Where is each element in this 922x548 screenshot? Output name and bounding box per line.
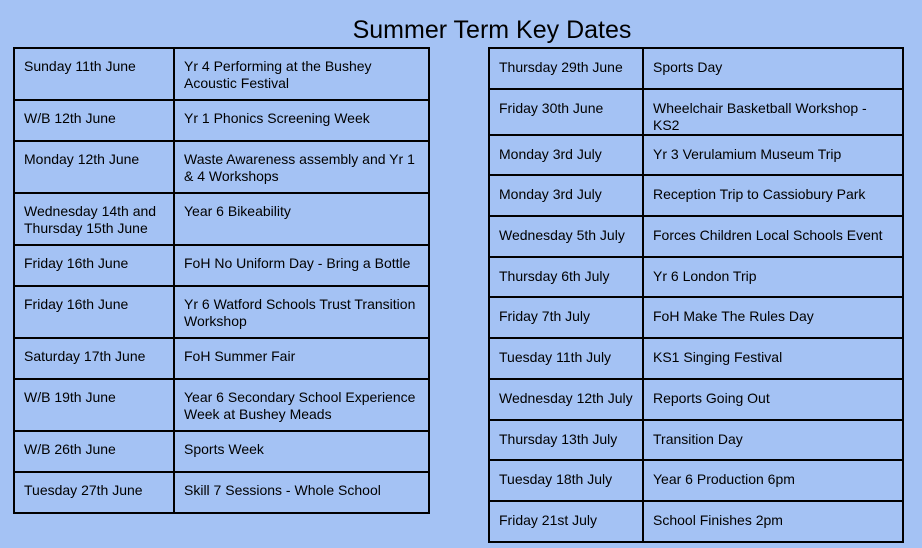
event-cell: FoH Make The Rules Day	[643, 297, 903, 338]
table-row	[14, 472, 429, 513]
date-cell: Monday 3rd July	[489, 175, 643, 216]
table-row	[489, 216, 903, 257]
event-cell: Transition Day	[643, 420, 903, 461]
key-dates-table-left	[13, 47, 430, 514]
date-cell: Friday 21st July	[489, 501, 643, 542]
event-cell: KS1 Singing Festival	[643, 338, 903, 379]
page-title: Summer Term Key Dates	[352, 16, 632, 44]
event-cell: Year 6 Production 6pm	[643, 460, 903, 501]
event-cell: Reception Trip to Cassiobury Park	[643, 175, 903, 216]
table-row	[489, 379, 903, 420]
table-row	[489, 175, 903, 216]
event-cell: Yr 4 Performing at the Bushey Acoustic Festival	[174, 48, 429, 100]
table-row	[489, 501, 903, 542]
event-cell: Sports Day	[643, 48, 903, 89]
date-cell: Friday 16th June	[14, 245, 174, 286]
date-cell: Tuesday 27th June	[14, 472, 174, 513]
event-cell: Yr 6 London Trip	[643, 257, 903, 298]
table-row	[489, 297, 903, 338]
event-cell: FoH Summer Fair	[174, 338, 429, 379]
table-row	[489, 420, 903, 461]
table-row	[14, 245, 429, 286]
event-cell: Skill 7 Sessions - Whole School	[174, 472, 429, 513]
event-cell: School Finishes 2pm	[643, 501, 903, 542]
date-cell: Monday 12th June	[14, 141, 174, 193]
date-cell: W/B 26th June	[14, 431, 174, 472]
table-row	[14, 338, 429, 379]
date-cell: Monday 3rd July	[489, 135, 643, 176]
date-cell: Wednesday 14th and Thursday 15th June	[14, 193, 174, 245]
table-row	[489, 89, 903, 135]
table-row	[14, 48, 429, 100]
event-cell: Reports Going Out	[643, 379, 903, 420]
table-row	[14, 286, 429, 338]
table-row	[14, 100, 429, 141]
table-row	[14, 431, 429, 472]
date-cell: Thursday 13th July	[489, 420, 643, 461]
event-cell: Sports Week	[174, 431, 429, 472]
event-cell: FoH No Uniform Day - Bring a Bottle	[174, 245, 429, 286]
date-cell: Thursday 6th July	[489, 257, 643, 298]
date-cell: Friday 7th July	[489, 297, 643, 338]
date-cell: Wednesday 5th July	[489, 216, 643, 257]
event-cell: Forces Children Local Schools Event	[643, 216, 903, 257]
event-cell: Yr 3 Verulamium Museum Trip	[643, 135, 903, 176]
date-cell: W/B 19th June	[14, 379, 174, 431]
date-cell: Wednesday 12th July	[489, 379, 643, 420]
table-row	[14, 379, 429, 431]
date-cell: Friday 30th June	[489, 89, 643, 135]
table-row	[489, 48, 903, 89]
date-cell: Tuesday 11th July	[489, 338, 643, 379]
table-row	[14, 141, 429, 193]
event-cell: Wheelchair Basketball Workshop - KS2	[643, 89, 903, 135]
date-cell: Saturday 17th June	[14, 338, 174, 379]
table-row	[489, 460, 903, 501]
event-cell: Yr 6 Watford Schools Trust Transition Workshop	[174, 286, 429, 338]
date-cell: Tuesday 18th July	[489, 460, 643, 501]
event-cell: Yr 1 Phonics Screening Week	[174, 100, 429, 141]
date-cell: Friday 16th June	[14, 286, 174, 338]
date-cell: W/B 12th June	[14, 100, 174, 141]
table-row	[489, 135, 903, 176]
event-cell: Waste Awareness assembly and Yr 1 & 4 Workshops	[174, 141, 429, 193]
event-cell: Year 6 Secondary School Experience Week at Bushey Meads	[174, 379, 429, 431]
date-cell: Thursday 29th June	[489, 48, 643, 89]
date-cell: Sunday 11th June	[14, 48, 174, 100]
event-cell: Year 6 Bikeability	[174, 193, 429, 245]
table-row	[489, 257, 903, 298]
key-dates-table-right	[488, 47, 904, 543]
table-row	[489, 338, 903, 379]
table-row	[14, 193, 429, 245]
